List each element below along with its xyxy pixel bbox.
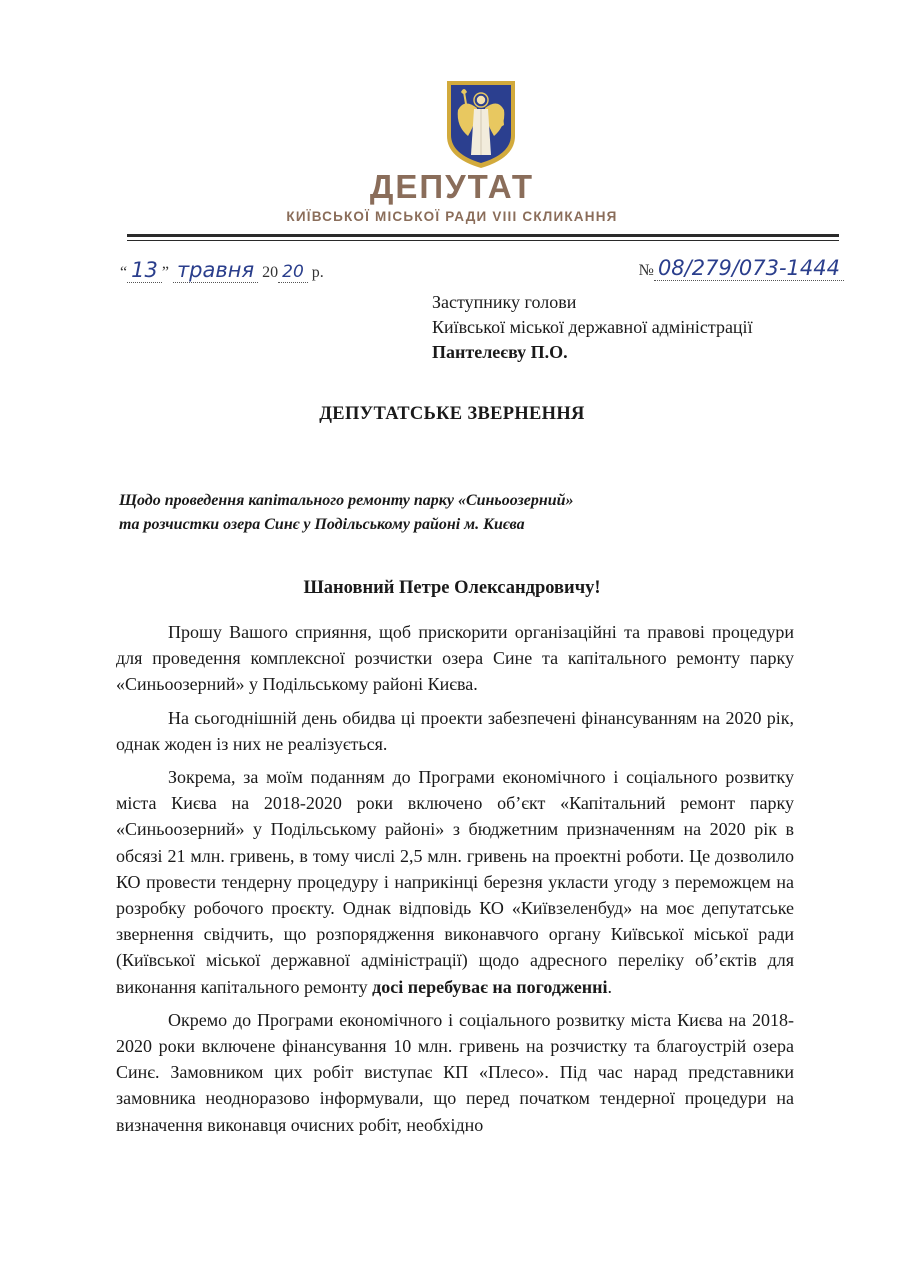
- subject-block: [119, 489, 574, 537]
- subject-line-2: та розчистки озера Синє у Подільському районі м. Києва: [119, 516, 525, 533]
- header-divider-thick: [127, 234, 839, 237]
- body-paragraph-2: На сьогоднішній день обидва ці проекти забезпечені фінансуванням на 2020 рік, однак жоден із них не реалізується.: [116, 707, 794, 754]
- salutation: Шановний Петре Олександровичу!: [303, 578, 601, 598]
- date-suffix: р.: [311, 264, 324, 281]
- header-divider-thin: [127, 240, 839, 241]
- addressee-line-2: Київської міської державної адміністрації: [432, 317, 753, 337]
- kyiv-coat-of-arms-icon: [444, 78, 518, 170]
- subject-line-1: Щодо проведення капітального ремонту парку «Синьоозерний»: [119, 492, 574, 509]
- addressee-line-1: Заступнику голови: [432, 292, 577, 312]
- date-year-suffix: 20: [278, 262, 308, 283]
- body-paragraph-3-emphasis: досі перебуває на погодженні: [372, 976, 608, 997]
- registration-value: 08/279/073-1444: [654, 256, 844, 281]
- body-paragraph-1: Прошу Вашого сприяння, щоб прискорити організаційні та правові процедури для проведення комплексної розчистки озера Сине та капітального ремонту парку «Синьоозерний» у Подільському районі Києва.: [116, 622, 794, 695]
- letter-date: “ 13 ” травня 20 20 р.: [120, 258, 324, 282]
- date-month: травня: [173, 258, 258, 283]
- body-paragraph-3-text: Зокрема, за моїм поданням до Програми економічного і соціального розвитку міста Києва на 2018-2020 роки включено об’єкт «Капітальний ремонт парку «Синьоозерний» у Подільському районі» з бюджетним призначенням на 2020 рік в обсязі 21 млн. гривень, в тому числі 2,5 млн. гривень на проектні роботи. Це дозволило КО провести тендерну процедуру і наприкінці березня укласти угоду з переможцем на розробку робочого проєкту. Однак відповідь КО «Київзеленбуд» на моє депутатське звернення свідчить, що розпорядження виконавчого органу Київської міської ради (Київської міської державної адміністрації) щодо адресного переліку об’єктів для виконання капітального ремонту: [116, 767, 794, 997]
- document-title: ДЕПУТАТСЬКЕ ЗВЕРНЕННЯ: [319, 404, 585, 424]
- header-subtitle: КИЇВСЬКОЇ МІСЬКОЇ РАДИ VIII СКЛИКАННЯ: [286, 209, 618, 224]
- date-year-prefix: 20: [262, 264, 279, 281]
- date-day: 13: [127, 258, 162, 283]
- body-paragraph-3: [116, 764, 794, 1000]
- body-paragraph-4: Окремо до Програми економічного і соціального розвитку міста Києва на 2018-2020 роки включене фінансування 10 млн. гривень на розчистку та благоустрій озера Синє. Замовником цих робіт виступає КП «Плесо». Під час нарад представники замовника неодноразово інформували, що перед початком тендерної процедури на визначення виконавця очисних робіт, необхідно: [116, 1009, 794, 1135]
- registration-number: [639, 256, 844, 280]
- letter-body: [116, 619, 794, 1138]
- body-paragraph-3-end: .: [607, 976, 612, 997]
- addressee-block: [432, 290, 753, 365]
- header-title: ДЕПУТАТ: [369, 168, 535, 205]
- registration-prefix: №: [638, 262, 654, 279]
- addressee-name: Пантелеєву П.О.: [432, 342, 568, 362]
